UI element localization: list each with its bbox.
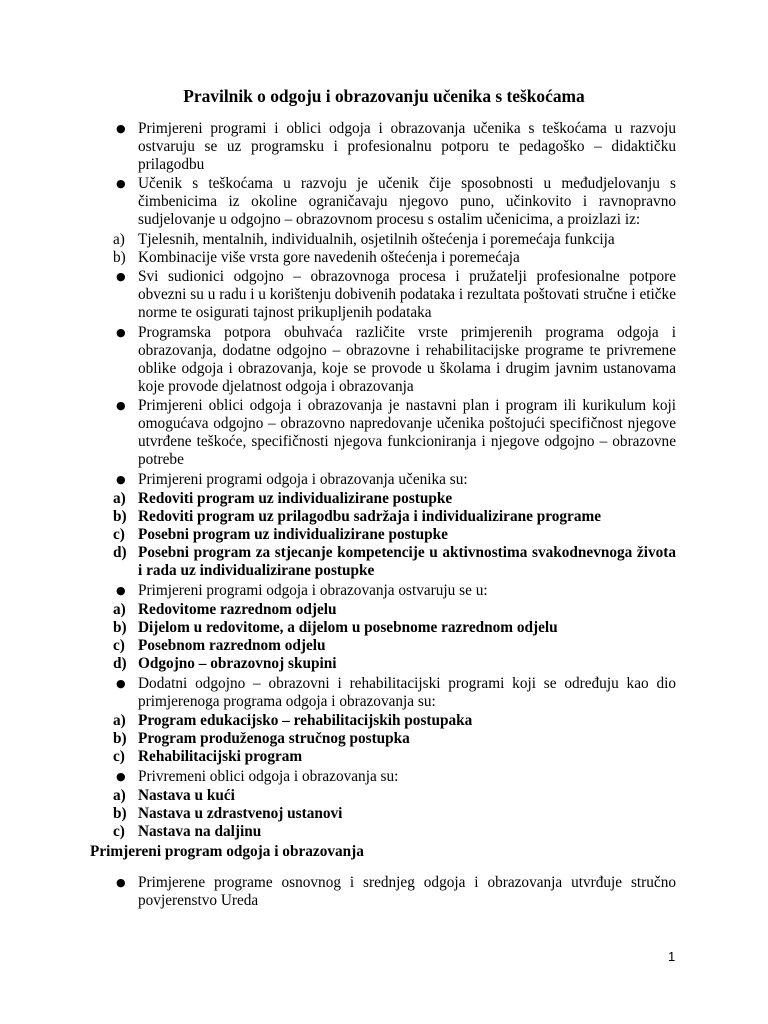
bullet-item — [113, 397, 676, 469]
bullet-dot-icon: ● — [116, 676, 126, 690]
item-text: Program produženoga stručnog postupka — [138, 730, 410, 747]
lettered-item — [113, 490, 676, 508]
list-marker: c) — [113, 748, 125, 765]
bullet-item — [113, 471, 676, 489]
lettered-item — [113, 508, 676, 526]
item-text: Nastava na daljinu — [138, 823, 262, 840]
item-text: Primjereni programi i oblici odgoja i obrazovanja učenika s teškoćama u razvoju ostvaruju se uz programsku i profesionalnu potporu te pedagoško – didaktičku prilagodbu — [138, 119, 676, 173]
list-marker: c) — [113, 526, 125, 543]
list-marker: d) — [113, 655, 127, 672]
item-text: Program edukacijsko – rehabilitacijskih postupaka — [138, 712, 473, 729]
bullet-item — [113, 582, 676, 600]
item-text: Odgojno – obrazovnoj skupini — [138, 655, 337, 672]
lettered-item — [113, 249, 676, 267]
document-title: Pravilnik o odgoju i obrazovanju učenika s teškoćama — [183, 86, 585, 106]
list-marker: b) — [113, 508, 127, 525]
item-text: Redoviti program uz individualizirane postupke — [138, 490, 453, 507]
section-heading: Primjereni program odgoja i obrazovanja — [90, 843, 364, 860]
bullet-item — [113, 120, 676, 174]
lettered-item — [113, 526, 676, 544]
bullet-dot-icon: ● — [116, 472, 126, 486]
lettered-item — [113, 805, 676, 823]
bullet-dot-icon: ● — [116, 177, 126, 190]
item-text: Programska potpora obuhvaća različite vrste primjerenih programa odgoja i obrazovanja, dodatne odgojno – obrazovne i rehabilitacijske programe te privremene oblike odgoja i obrazovanja, koje se provode u školama i drugim javnim ustanovama koje provode djelatnost odgoja i obrazovanja — [138, 323, 676, 395]
item-text: Posebni program za stjecanje kompetencije u aktivnostima svakodnevnoga života i rada uz individualizirane postupke — [138, 544, 676, 579]
item-text: Primjereni programi odgoja i obrazovanja ostvaruju se u: — [138, 581, 488, 599]
item-text: Posebnom razrednom odjelu — [138, 637, 326, 654]
lettered-item — [113, 823, 676, 841]
list-marker: b) — [113, 248, 126, 266]
item-text: Primjerene programe osnovnog i srednjeg odgoja i obrazovanja utvrđuje stručno povjerenstvo Ureda — [138, 873, 676, 909]
bullet-dot-icon: ● — [116, 325, 126, 339]
list-marker: c) — [113, 637, 125, 654]
page-number: 1 — [668, 949, 676, 964]
item-text: Primjereni programi odgoja i obrazovanja učenika su: — [138, 470, 468, 488]
list-marker: a) — [113, 490, 126, 507]
lettered-item — [113, 655, 676, 673]
item-text: Dodatni odgojno – obrazovni i rehabilitacijski programi koji se određuju kao dio primjerenoga programa odgoja i obrazovanja su: — [138, 674, 676, 710]
item-text: Rehabilitacijski program — [138, 748, 303, 765]
list-marker: b) — [113, 805, 127, 822]
lettered-item — [113, 712, 676, 730]
lettered-item — [113, 544, 676, 580]
item-text: Dijelom u redovitome, a dijelom u posebnome razrednom odjelu — [138, 619, 558, 636]
bullet-dot-icon: ● — [116, 270, 126, 283]
bullet-item — [113, 675, 676, 711]
lettered-item — [113, 619, 676, 637]
section-list — [113, 872, 676, 911]
lettered-item — [113, 787, 676, 805]
bullet-item — [113, 324, 676, 396]
item-text: Redoviti program uz prilagodbu sadržaja i individualizirane programe — [138, 508, 602, 525]
item-text: Učenik s teškoćama u razvoju je učenik čije sposobnosti u međudjelovanju s čimbenicima iz okoline ograničavaju njegovo puno, učinkovito i ravnopravno sudjelovanje u odgojno – obrazovnom procesu s ostalim učenicima, a proizlazi iz: — [138, 175, 676, 228]
bullet-item — [113, 874, 676, 910]
item-text: Posebni program uz individualizirane postupke — [138, 526, 448, 543]
list-marker: b) — [113, 619, 127, 636]
item-text: Nastava u zdrastvenoj ustanovi — [138, 805, 343, 822]
bullet-dot-icon: ● — [116, 121, 126, 135]
bullet-item — [113, 175, 676, 229]
lettered-item — [113, 748, 676, 766]
lettered-item — [113, 730, 676, 748]
bullet-dot-icon: ● — [116, 875, 126, 889]
bullet-dot-icon: ● — [116, 769, 126, 783]
item-text: Redovitome razrednom odjelu — [138, 601, 337, 618]
list-marker: a) — [113, 230, 125, 248]
item-text: Privremeni oblici odgoja i obrazovanja su: — [138, 767, 399, 785]
lettered-item — [113, 231, 676, 249]
item-text: Kombinacije više vrsta gore navedenih oštećenja i poremećaja — [138, 248, 520, 266]
list-marker: a) — [113, 787, 126, 804]
bullet-dot-icon: ● — [116, 399, 126, 412]
item-text: Svi sudionici odgojno – obrazovnoga procesa i pružatelji profesionalne potpore obvezni su u radu i u korištenju dobivenih podataka i rezultata poštovati stručne i etičke norme te osigurati tajnost prikupljenih podataka — [138, 268, 676, 321]
item-text: Nastava u kući — [138, 787, 235, 804]
item-text: Tjelesnih, mentalnih, individualnih, osjetilnih oštećenja i poremećaja funkcija — [138, 230, 615, 248]
item-text: Primjereni oblici odgoja i obrazovanja je nastavni plan i program ili kurikulum koji omogućava odgojno – obrazovno napredovanje učenika poštojući specifičnost njegove utvrđene teškoće, specifičnosti njegova funkcioniranja i njegove odgojno – obrazovne potrebe — [138, 397, 676, 468]
main-list — [113, 118, 676, 841]
bullet-item — [113, 768, 676, 786]
bullet-dot-icon: ● — [116, 583, 126, 597]
bullet-item — [113, 268, 676, 322]
lettered-item — [113, 637, 676, 655]
list-marker: b) — [113, 730, 127, 747]
lettered-item — [113, 601, 676, 619]
list-marker: d) — [113, 544, 127, 561]
list-marker: c) — [113, 823, 125, 840]
list-marker: a) — [113, 712, 126, 729]
list-marker: a) — [113, 601, 126, 618]
